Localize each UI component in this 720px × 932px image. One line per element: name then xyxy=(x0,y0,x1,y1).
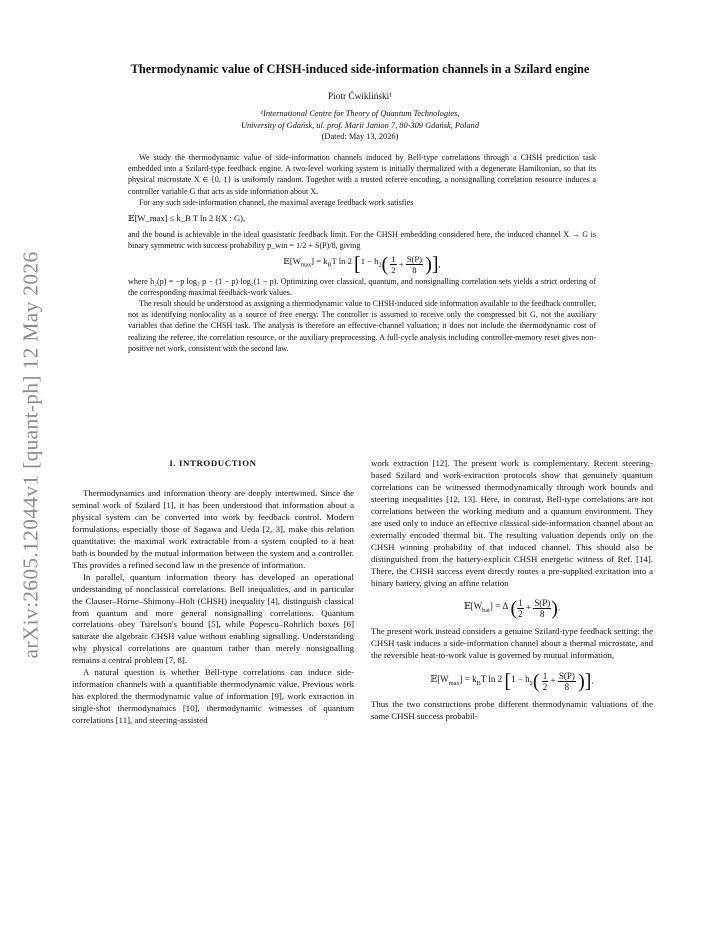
abstract-paragraph-2: For any such side-information channel, the maximal average feedback work satisfies xyxy=(139,197,414,207)
battery-equation: $𝔼[W_{bat}] = \Delta$ ( $\frac{1}{2}$ + $\frac{S(P)}{8}$ ). xyxy=(463,597,561,620)
abstract xyxy=(128,152,596,354)
date-line: (Dated: May 13, 2026) xyxy=(321,132,399,141)
szilard-equation: $𝔼[W_{max}] = k_BT$ ln 2 [$1 - h_2$( $\frac{1}{2}$ + $\frac{S(P)}{8}$ )]. xyxy=(430,670,594,693)
affiliation xyxy=(40,108,680,132)
author-name: Piotr Ćwikliński¹ xyxy=(327,92,392,102)
right-paragraph-1: work extraction [12]. The present work is complementary. Recent steering-based Szilard and work-extraction protocols show that genuinely quantum correlations can be witnessed thermodynamically through work bounds and steering inequalities [12, 13]. Here, in contrast, Bell-type correlations are not correlations between the working medium and a quantum environment. They are used only to induce an effective classical side-information channel about an externally encoded thermal bit. The resulting valuation depends only on the CHSH winning probability of that induced channel. This should also be distinguished from the battery-explicit CHSH energetic witness of Ref. [14]. There, the CHSH success event directly routes a pre-supplied excitation into a binary battery, giving an affine relation xyxy=(371,458,653,588)
right-paragraph-2: The present work instead considers a genuine Szilard-type feedback setting: the CHSH task induces a side-information channel about a thermal microstate, and the reversible heat-to-work value is governed by mutual information, xyxy=(371,626,653,661)
abstract-paragraph-3: and the bound is achievable in the ideal quasistatic feedback limit. For the CHSH embedding considered here, the induced channel X → G is binary symmetric with success probability p_win = 1/2 + S(P)/8, giving xyxy=(128,230,596,251)
arxiv-stamp xyxy=(12,240,50,670)
abstract-paragraph-5: The result should be understood as assigning a thermodynamic value to CHSH-induced side information available to the feedback controller, not as identifying nonlocality as a source of free energy. The controller is assumed to receive only the compressed bit G, not the auxiliary variables that define the CHSH task. The analysis is therefore an effective-channel valuation; it does not include the thermodynamic cost of realizing the referee, the correlation resource, or the auxiliary preprocessing. A full-cycle analysis including controller-memory reset gives non-positive net work, consistent with the second law. xyxy=(128,299,596,353)
arxiv-stamp-text: arXiv:2605.12044v1 [quant-ph] 12 May 2026 xyxy=(18,251,43,659)
intro-paragraph-2: In parallel, quantum information theory has developed an operational understanding of nonclassical correlations. Bell inequalities, and in particular the Clauser–Horne–Shimony–Holt (CHSH) inequality [4], distinguish classical from quantum and more general nonsignalling correlations. Quantum correlations obey Tsirelson's bound [5], while Popescu–Rohrlich boxes [6] saturate the algebraic CHSH value without enabling signalling. Understanding why physical correlations are quantum rather than merely nonsignalling remains a central problem [7, 8]. xyxy=(72,571,354,666)
abstract-equation-2: $𝔼[W_{max}] = k_BT$ ln 2 [$1 - h_2$( $\frac{1}{2}$ + $\frac{S(P)}{8}$ )], xyxy=(283,253,441,276)
paper-title: Thermodynamic value of CHSH-induced side-information channels in a Szilard engine xyxy=(130,62,590,76)
affiliation-line-2: University of Gdańsk, ul. prof. Marii Janion 7, 80-309 Gdańsk, Poland xyxy=(240,121,480,130)
intro-paragraph-3: A natural question is whether Bell-type correlations can induce side-information channels with a quantifiable thermodynamic value. Previous work has explored the thermodynamic value of information [9], work extraction in single-shot thermodynamics [10], thermodynamic witnesses of quantum correlations [11], and steering-assisted xyxy=(72,667,354,726)
section-heading: I. INTRODUCTION xyxy=(169,458,257,468)
intro-paragraph-1: Thermodynamics and information theory are deeply intertwined. Since the seminal work of Szilard [1], it has been understood that information about a physical system can be converted into work by feedback control. Modern formulations, especially those of Sagawa and Ueda [2, 3], make this relation quantitative: the maximal work extractable from a system coupled to a heat bath is bounded by the mutual information between the system and a controller. This provides a refined second law in the presence of information. xyxy=(72,488,354,570)
left-column xyxy=(72,488,354,727)
right-column xyxy=(371,458,653,723)
right-paragraph-3: Thus the two constructions probe different thermodynamic valuations of the same CHSH success probabil- xyxy=(371,699,653,722)
abstract-paragraph-1: We study the thermodynamic value of side-information channels induced by Bell-type correlations through a CHSH prediction task embedded into a Szilard-type feedback engine. A two-level working system is initially thermalized with a degenerate Hamiltonian, so that its physical microstate X ∈ {0, 1} is uniformly random. Together with a trusted referee encoding, a nonsignalling correlation resource induces a controller variable G that acts as side information about X. xyxy=(128,153,596,196)
abstract-paragraph-4: where h₂(p) = −p log₂ p − (1 − p) log₂(1 − p). Optimizing over classical, quantum, and nonsignalling correlation sets yields a strict ordering of the corresponding maximal feedback-work values. xyxy=(128,276,596,297)
abstract-equation-1: 𝔼[W_max] ≤ k_B T ln 2 I(X : G), xyxy=(128,213,246,224)
affiliation-line-1: ¹International Centre for Theory of Quantum Technologies, xyxy=(260,109,460,118)
